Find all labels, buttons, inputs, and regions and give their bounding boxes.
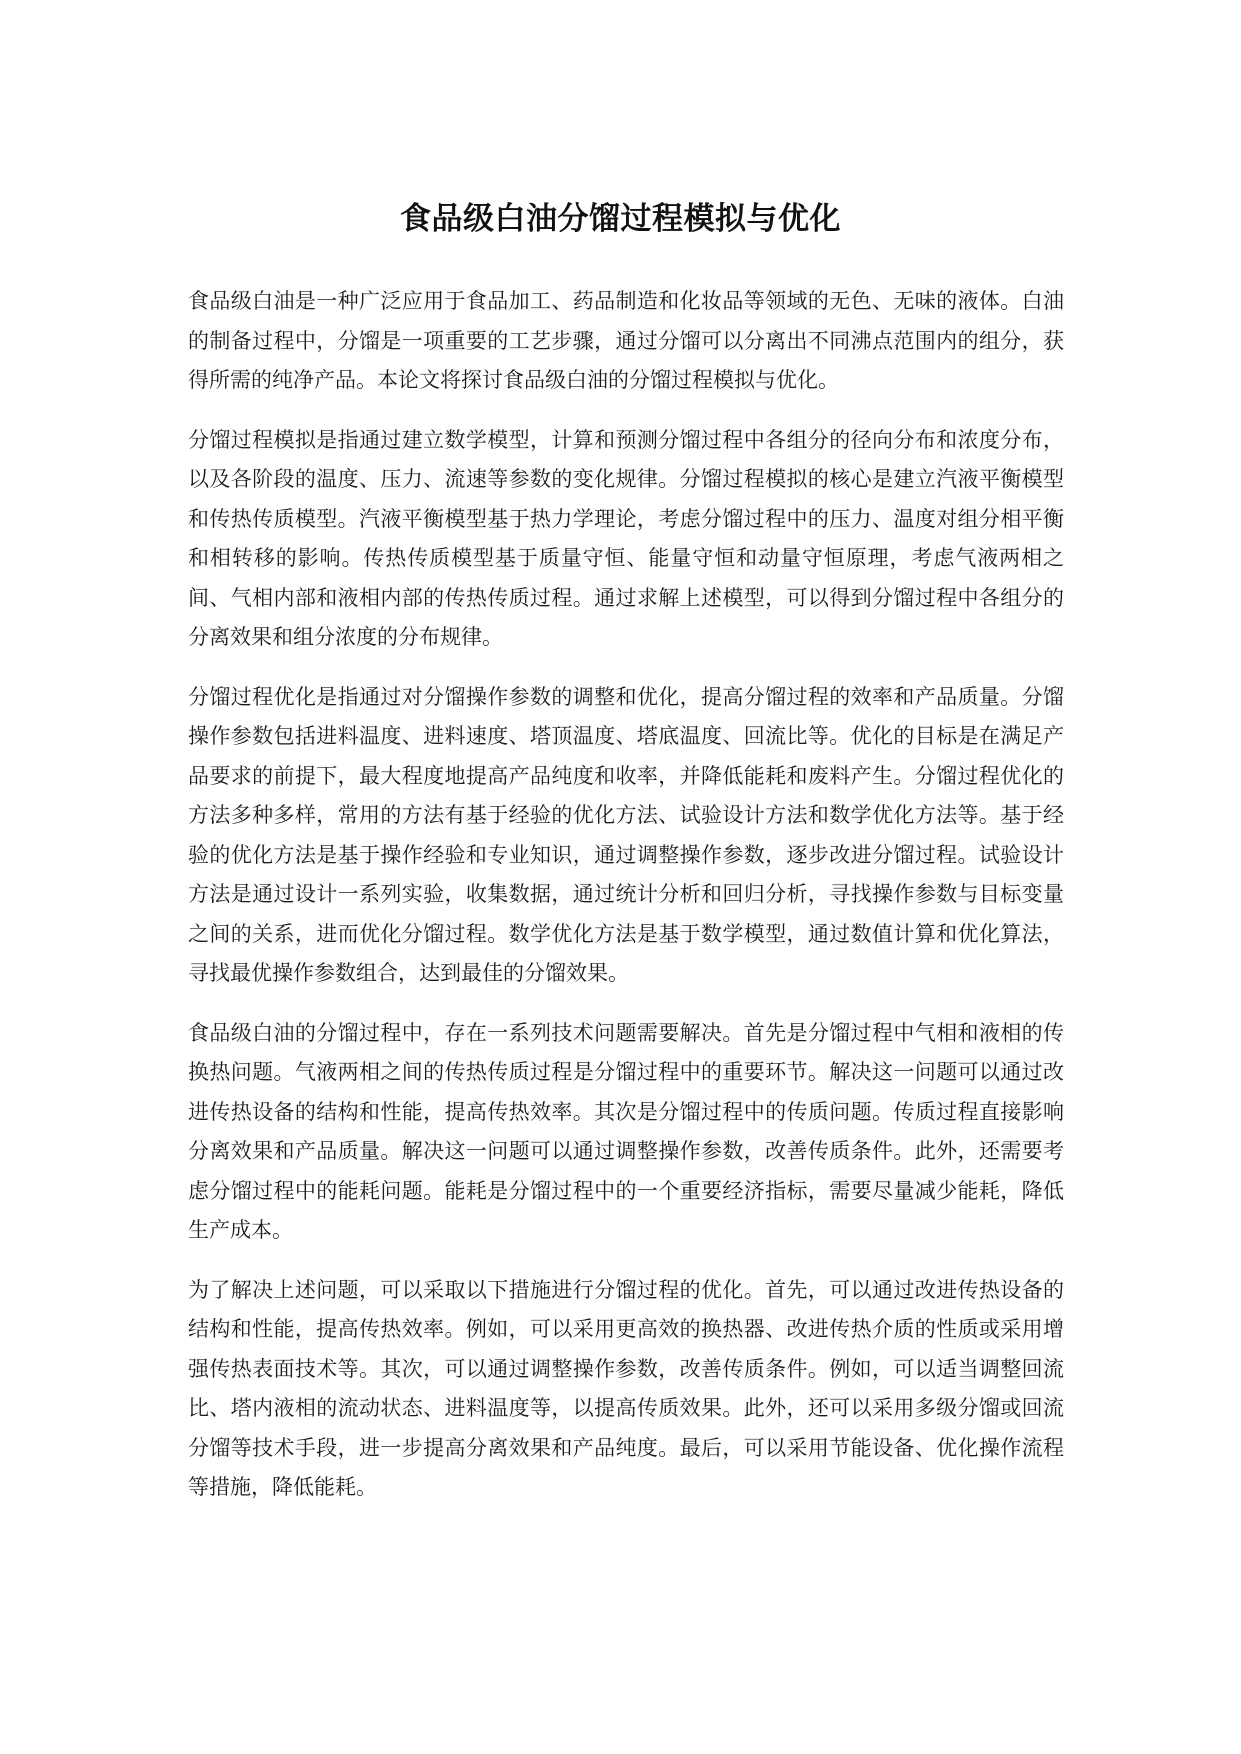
paragraph-5: 为了解决上述问题，可以采取以下措施进行分馏过程的优化。首先，可以通过改进传热设备的结构和性能，提高传热效率。例如，可以采用更高效的换热器、改进传热介质的性质或采用增强传热表面技术等。其次，可以通过调整操作参数，改善传质条件。例如，可以适当调整回流比、塔内液相的流动状态、进料温度等，以提高传质效果。此外，还可以采用多级分馏或回流分馏等技术手段，进一步提高分离效果和产品纯度。最后，可以采用节能设备、优化操作流程等措施，降低能耗。 (188, 1277, 1064, 1499)
paragraph-1: 食品级白油是一种广泛应用于食品加工、药品制造和化妆品等领域的无色、无味的液体。白油的制备过程中，分馏是一项重要的工艺步骤，通过分馏可以分离出不同沸点范围内的组分，获得所需的纯净产品。本论文将探讨食品级白油的分馏过程模拟与优化。 (188, 289, 1064, 392)
paragraph-3: 分馏过程优化是指通过对分馏操作参数的调整和优化，提高分馏过程的效率和产品质量。分馏操作参数包括进料温度、进料速度、塔顶温度、塔底温度、回流比等。优化的目标是在满足产品要求的前提下，最大程度地提高产品纯度和收率，并降低能耗和废料产生。分馏过程优化的方法多种多样，常用的方法有基于经验的优化方法、试验设计方法和数学优化方法等。基于经验的优化方法是基于操作经验和专业知识，通过调整操作参数，逐步改进分馏过程。试验设计方法是通过设计一系列实验，收集数据，通过统计分析和回归分析，寻找操作参数与目标变量之间的关系，进而优化分馏过程。数学优化方法是基于数学模型，通过数值计算和优化算法，寻找最优操作参数组合，达到最佳的分馏效果。 (188, 684, 1064, 985)
document-title: 食品级白油分馏过程模拟与优化 (400, 200, 841, 237)
paragraph-2: 分馏过程模拟是指通过建立数学模型，计算和预测分馏过程中各组分的径向分布和浓度分布，以及各阶段的温度、压力、流速等参数的变化规律。分馏过程模拟的核心是建立汽液平衡模型和传热传质模型。汽液平衡模型基于热力学理论，考虑分馏过程中的压力、温度对组分相平衡和相转移的影响。传热传质模型基于质量守恒、能量守恒和动量守恒原理，考虑气液两相之间、气相内部和液相内部的传热传质过程。通过求解上述模型，可以得到分馏过程中各组分的分离效果和组分浓度的分布规律。 (188, 427, 1064, 649)
paragraph-4: 食品级白油的分馏过程中，存在一系列技术问题需要解决。首先是分馏过程中气相和液相的传换热问题。气液两相之间的传热传质过程是分馏过程中的重要环节。解决这一问题可以通过改进传热设备的结构和性能，提高传热效率。其次是分馏过程中的传质问题。传质过程直接影响分离效果和产品质量。解决这一问题可以通过调整操作参数，改善传质条件。此外，还需要考虑分馏过程中的能耗问题。能耗是分馏过程中的一个重要经济指标，需要尽量减少能耗，降低生产成本。 (188, 1020, 1064, 1242)
document-body (188, 282, 1064, 1528)
